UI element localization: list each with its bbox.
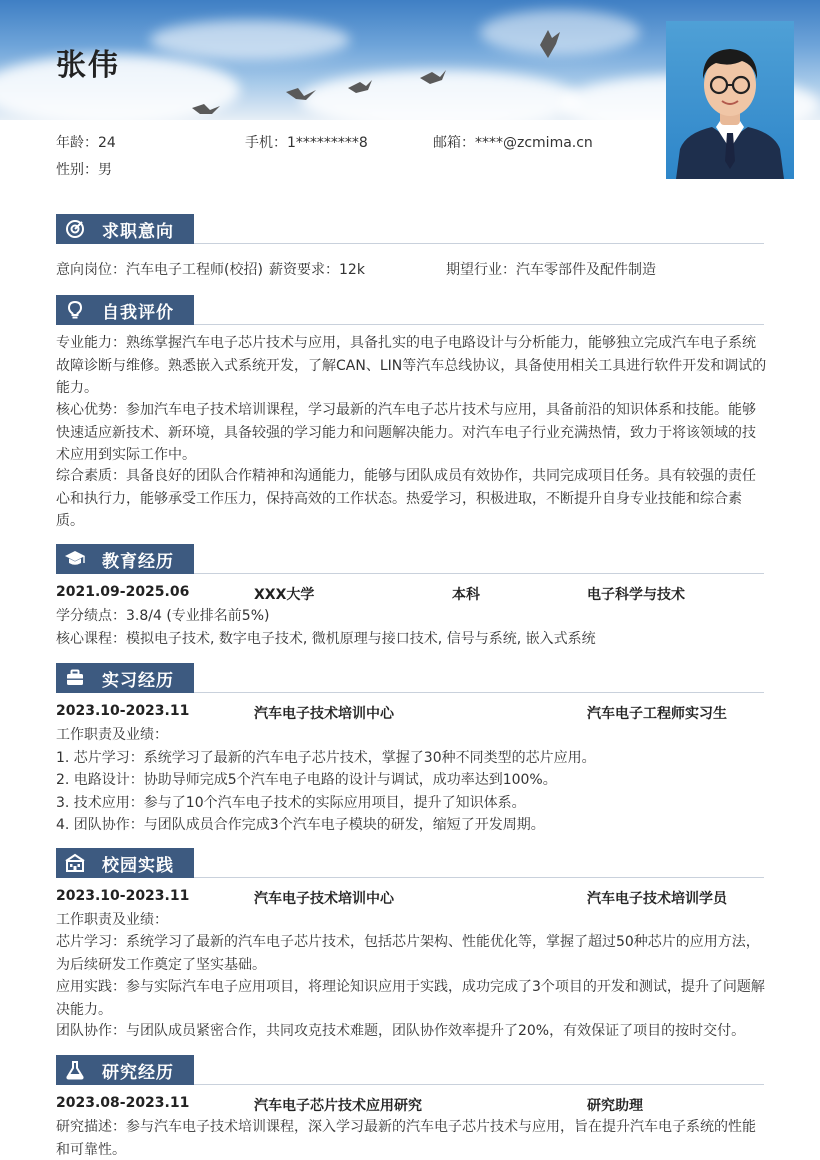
research-row (56, 1095, 768, 1115)
section-campus-practice (56, 848, 194, 878)
section-title: 实习经历 (102, 670, 174, 691)
section-title: 教育经历 (102, 551, 174, 572)
education-row (56, 584, 768, 604)
research-role: 研究助理 (587, 1098, 643, 1114)
section-title: 求职意向 (102, 221, 174, 242)
campus-chip-study: 芯片学习：系统学习了最新的汽车电子芯片技术，包括芯片架构、性能优化等，掌握了超过50种芯片的应用方法，为后续研发工作奠定了坚实基础。 (56, 934, 760, 973)
section-research (56, 1055, 194, 1085)
section-internship (56, 663, 194, 693)
self-eval-qualities: 综合素质：具备良好的团队合作精神和沟通能力，能够与团队成员有效协作，共同完成项目任务。具有较强的责任心和执行力，能够承受工作压力，保持高效的工作状态。热爱学习，积极进取，不断提升自身专业技能和综合素质。 (56, 468, 756, 529)
section-title: 研究经历 (102, 1062, 174, 1083)
age-info: 年龄：24 (56, 135, 116, 151)
research-period: 2023.08-2023.11 (56, 1095, 190, 1111)
intent-position: 意向岗位：汽车电子工程师(校招) (56, 262, 263, 278)
self-eval-strengths: 核心优势：参加汽车电子技术培训课程，学习最新的汽车电子芯片技术与应用，具备前沿的知识体系和技能。能够快速适应新技术、新环境，具备较强的学习能力和问题解决能力。对汽车电子行业充满热情，致力于将该领域的技术应用到实际工作中。 (56, 402, 756, 463)
section-divider (194, 877, 764, 878)
phone-info: 手机：1*********8 (245, 135, 368, 151)
internship-item: 1. 芯片学习：系统学习了最新的汽车电子芯片技术，掌握了30种不同类型的芯片应用。 (56, 750, 596, 766)
intent-salary: 薪资要求：12k (269, 262, 365, 278)
campus-role: 汽车电子技术培训学员 (587, 891, 727, 907)
internship-row (56, 703, 768, 723)
building-icon (60, 848, 90, 878)
section-self-evaluation (56, 295, 194, 325)
flask-icon (60, 1055, 90, 1085)
section-title: 自我评价 (102, 302, 174, 323)
campus-application: 应用实践：参与实际汽车电子应用项目，将理论知识应用于实践，成功完成了3个项目的开发和测试，提升了问题解决能力。 (56, 979, 765, 1018)
profile-photo (666, 21, 794, 179)
email-info: 邮箱：****@zcmima.cn (433, 135, 593, 151)
briefcase-icon (60, 663, 90, 693)
research-description: 研究描述：参与汽车电子技术培训课程，深入学习最新的汽车电子芯片技术与应用，旨在提升汽车电子系统的性能和可靠性。 (56, 1119, 756, 1158)
section-education (56, 544, 194, 574)
campus-teamwork: 团队协作：与团队成员紧密合作，共同攻克技术难题，团队协作效率提升了20%，有效保证了项目的按时交付。 (56, 1023, 746, 1039)
section-divider (194, 692, 764, 693)
section-title: 校园实践 (102, 855, 174, 876)
internship-period: 2023.10-2023.11 (56, 703, 190, 719)
gender-info: 性别：男 (56, 162, 112, 178)
internship-item: 4. 团队协作：与团队成员合作完成3个汽车电子模块的研发，缩短了开发周期。 (56, 817, 545, 833)
campus-period: 2023.10-2023.11 (56, 888, 190, 904)
section-divider (194, 1084, 764, 1085)
section-divider (194, 324, 764, 325)
education-period: 2021.09-2025.06 (56, 584, 190, 600)
section-divider (194, 573, 764, 574)
campus-lead: 工作职责及业绩： (56, 912, 168, 928)
internship-org: 汽车电子技术培训中心 (254, 706, 394, 722)
education-major: 电子科学与技术 (587, 587, 685, 603)
education-courses: 核心课程：模拟电子技术, 数字电子技术, 微机原理与接口技术, 信号与系统, 嵌入式系统 (56, 631, 596, 647)
research-project: 汽车电子芯片技术应用研究 (254, 1098, 422, 1114)
internship-item: 2. 电路设计：协助导师完成5个汽车电子电路的设计与调试，成功率达到100%。 (56, 772, 557, 788)
candidate-name: 张伟 (56, 48, 120, 83)
campus-org: 汽车电子技术培训中心 (254, 891, 394, 907)
education-gpa: 学分绩点：3.8/4 (专业排名前5%) (56, 608, 270, 624)
section-divider (194, 243, 764, 244)
self-eval-professional: 专业能力：熟练掌握汽车电子芯片技术与应用，具备扎实的电子电路设计与分析能力，能够独立完成汽车电子系统故障诊断与维修。熟悉嵌入式系统开发，了解CAN、LIN等汽车总线协议，具备使用相关工具进行软件开发和调试的能力。 (56, 335, 767, 396)
internship-item: 3. 技术应用：参与了10个汽车电子技术的实际应用项目，提升了知识体系。 (56, 795, 526, 811)
education-school: XXX大学 (254, 587, 315, 603)
internship-lead: 工作职责及业绩： (56, 727, 168, 743)
intent-industry: 期望行业：汽车零部件及配件制造 (446, 262, 656, 278)
target-icon (60, 214, 90, 244)
lightbulb-icon (60, 295, 90, 325)
internship-role: 汽车电子工程师实习生 (587, 706, 727, 722)
education-degree: 本科 (452, 587, 480, 603)
campus-row (56, 888, 768, 908)
graduation-cap-icon (60, 544, 90, 574)
section-job-intent (56, 214, 194, 244)
